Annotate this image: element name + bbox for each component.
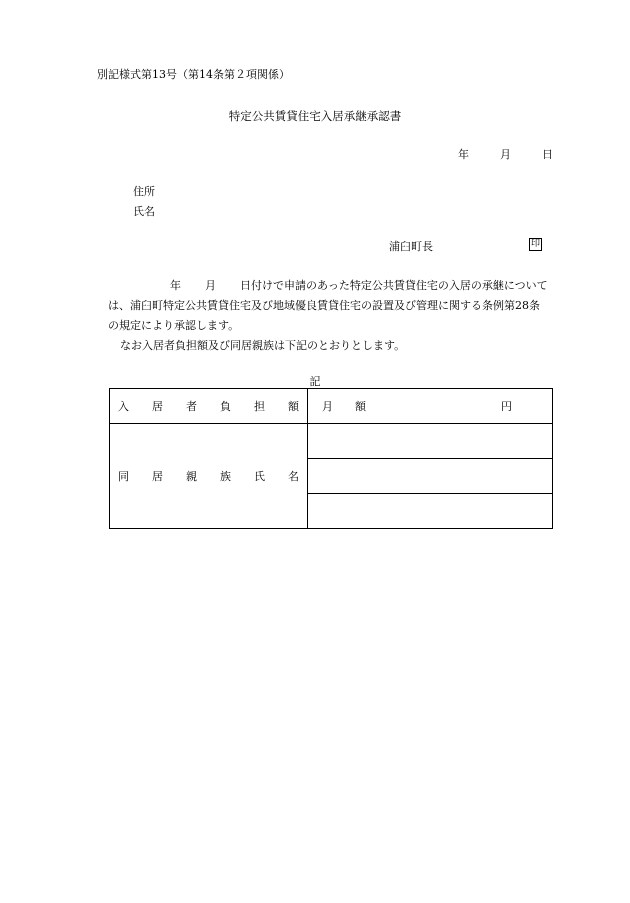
address-label: 住所 [133, 185, 155, 198]
detail-table [109, 388, 553, 529]
date-day-label: 日 [542, 148, 553, 161]
ki-heading: 記 [309, 375, 321, 388]
issuer-title: 浦臼町長 [389, 240, 433, 253]
form-number: 別記様式第13号（第14条第２項関係） [97, 68, 290, 81]
body-line-1-rest: 日付けで申請のあった特定公共賃貸住宅の入居の承継について [240, 279, 548, 292]
relative-name-cell-2[interactable] [308, 459, 553, 494]
table-row [110, 389, 553, 424]
cohabiting-relatives-label [110, 424, 308, 529]
relative-name-cell-1[interactable] [308, 424, 553, 459]
label-char: 負 [220, 400, 231, 413]
body-year: 年 [170, 279, 181, 292]
name-label: 氏名 [133, 205, 155, 218]
label-char: 同 [118, 470, 129, 483]
date-year-label: 年 [458, 148, 469, 161]
body-text [108, 276, 568, 356]
date-line [458, 146, 553, 162]
body-line-2: は、浦臼町特定公共賃貸住宅及び地域優良賃貸住宅の設置及び管理に関する条例第28条 [108, 299, 540, 312]
label-char: 額 [288, 400, 299, 413]
body-line-3: の規定により承認します。 [108, 319, 240, 332]
label-char: 居 [152, 470, 163, 483]
relative-name-cell-3[interactable] [308, 494, 553, 529]
monthly-amount-label: 月 額 [322, 400, 366, 413]
table-row [110, 424, 553, 459]
label-char: 居 [152, 400, 163, 413]
body-line-4: なお入居者負担額及び同居親族は下記のとおりとします。 [120, 339, 406, 352]
label-char: 氏 [254, 470, 265, 483]
label-char: 親 [186, 470, 197, 483]
body-month: 月 [205, 279, 216, 292]
label-char: 者 [186, 400, 197, 413]
yen-label: 円 [501, 400, 512, 413]
body-line-1 [108, 276, 568, 296]
date-month-label: 月 [500, 148, 511, 161]
label-char: 名 [288, 470, 299, 483]
label-char: 担 [254, 400, 265, 413]
label-char: 入 [118, 400, 129, 413]
monthly-amount-cell[interactable] [308, 389, 553, 424]
label-char: 族 [220, 470, 231, 483]
seal-mark: 印 [530, 239, 540, 249]
document-title: 特定公共賃貸住宅入居承継承認書 [228, 109, 402, 123]
tenant-burden-label [110, 389, 308, 424]
